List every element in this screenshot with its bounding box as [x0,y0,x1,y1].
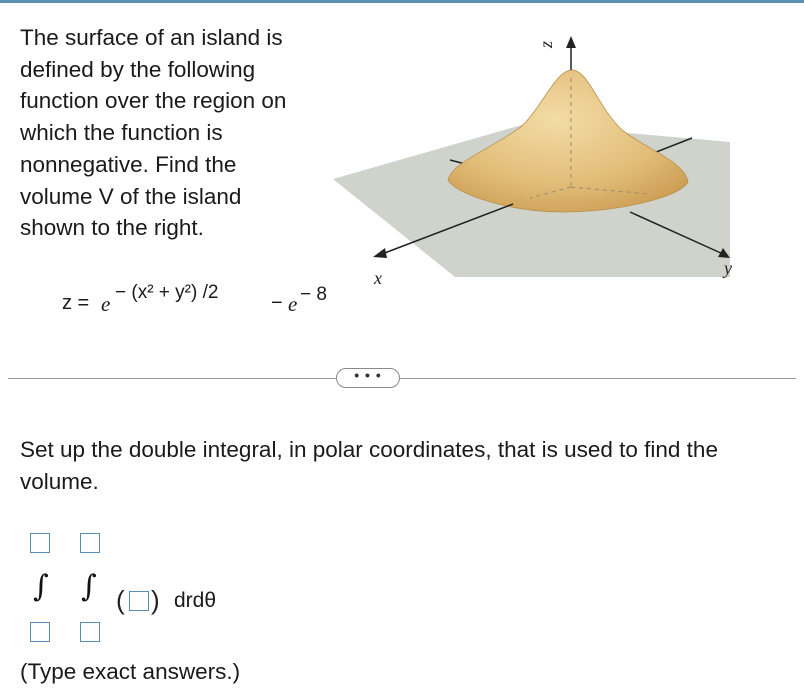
formula-e1: e [101,292,111,316]
show-more-button[interactable]: • • • [336,368,400,388]
outer-upper-limit-input[interactable] [30,533,50,553]
y-axis-label: y [724,258,732,278]
formula-minus: − [271,292,283,314]
formula-exp2: − 8 [300,284,327,305]
differential-label: drdθ [174,589,217,612]
integrand-close-paren: ) [151,585,160,615]
divider-right [400,378,796,379]
divider-left [8,378,336,379]
outer-integral-sign: ∫ [33,569,49,604]
z-axis-label: z [536,40,556,48]
question-text: Set up the double integral, in polar coordinates, that is used to find the volume. [20,437,718,494]
answer-hint: (Type exact answers.) [20,659,241,684]
problem-statement: The surface of an island is defined by the following function over the region on which the function is nonnegative. Find the volume V of the island shown to the right. [20,25,287,241]
inner-integral-sign: ∫ [81,569,97,604]
formula-lhs: z = [62,292,90,314]
inner-lower-limit-input[interactable] [80,622,100,642]
formula-exponent: − (x² + y²) /2 [115,282,219,303]
surface-formula [62,276,362,326]
inner-upper-limit-input[interactable] [80,533,100,553]
integrand-input[interactable] [129,591,149,611]
z-axis-arrow [566,36,576,48]
top-border [0,0,804,3]
integrand-open-paren: ( [116,585,125,615]
x-axis-arrow [373,248,387,258]
outer-lower-limit-input[interactable] [30,622,50,642]
x-axis-label: x [374,268,382,288]
formula-e2: e [288,292,298,316]
island-surface-figure [330,22,730,307]
